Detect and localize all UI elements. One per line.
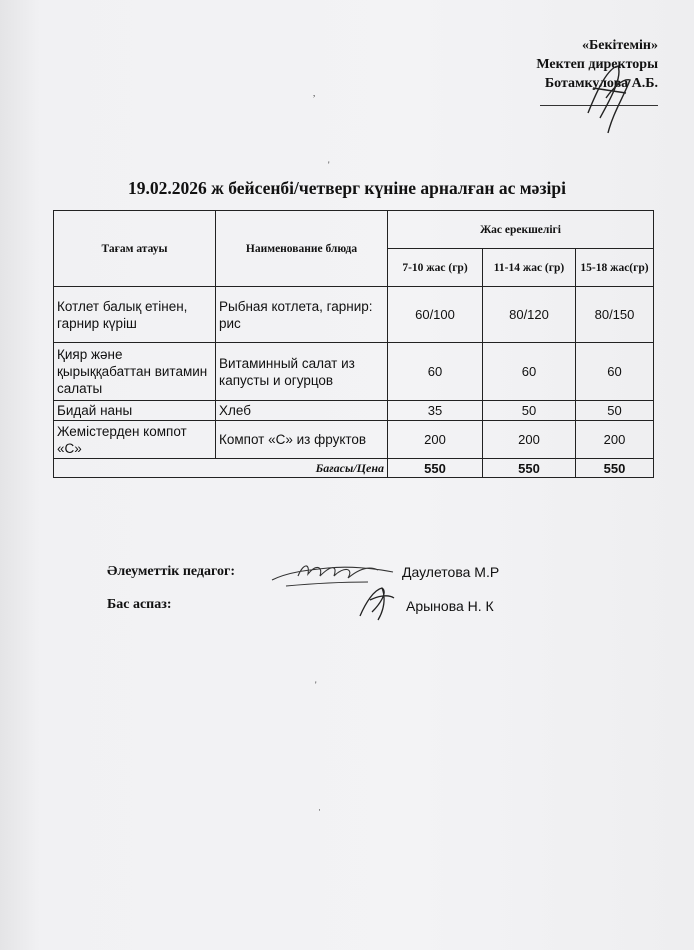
portion-value: 200 — [576, 421, 654, 459]
portion-value: 80/150 — [576, 287, 654, 343]
scan-mark: ' — [328, 160, 330, 170]
age-group-header: 15-18 жас(гр) — [576, 249, 654, 287]
scan-mark: ' — [315, 680, 317, 690]
total-value: 550 — [388, 459, 483, 478]
dish-name-kz: Котлет балық етінен, гарнир күріш — [54, 287, 216, 343]
table-row — [54, 421, 654, 459]
portion-value: 60 — [483, 343, 576, 401]
director-signature — [578, 58, 638, 138]
dish-name-ru: Витаминный салат из капусты и огурцов — [216, 343, 388, 401]
pedagog-label: Әлеуметтік педагог: — [107, 564, 236, 579]
table-row — [54, 287, 654, 343]
col-header-age: Жас ерекшелігі — [388, 211, 654, 249]
portion-value: 200 — [388, 421, 483, 459]
approval-label: «Бекітемін» — [581, 38, 658, 53]
dish-name-kz: Қияр және қырыққабаттан витамин салаты — [54, 343, 216, 401]
dish-name-ru: Компот «С» из фруктов — [216, 421, 388, 459]
scan-mark: · — [318, 805, 321, 815]
approval-name: Ботамкулова А.Б. — [544, 76, 658, 91]
scan-mark: , — [313, 88, 316, 98]
table-row — [54, 343, 654, 401]
approval-position: Мектеп директоры — [536, 57, 658, 72]
total-row — [54, 459, 654, 478]
portion-value: 35 — [388, 401, 483, 421]
dish-name-kz: Бидай наны — [54, 401, 216, 421]
age-group-header: 11-14 жас (гр) — [483, 249, 576, 287]
portion-value: 80/120 — [483, 287, 576, 343]
dish-name-ru: Рыбная котлета, гарнир: рис — [216, 287, 388, 343]
cook-signature — [352, 582, 402, 622]
table-row — [54, 401, 654, 421]
cook-label: Бас аспаз: — [107, 597, 172, 612]
total-label: Бағасы/Цена — [54, 459, 388, 478]
dish-name-kz: Жемістерден компот «С» — [54, 421, 216, 459]
portion-value: 200 — [483, 421, 576, 459]
col-header-kz: Тағам атауы — [54, 211, 216, 287]
dish-name-ru: Хлеб — [216, 401, 388, 421]
pedagog-name: Даулетова М.Р — [402, 564, 500, 580]
menu-table — [53, 210, 654, 478]
age-group-header: 7-10 жас (гр) — [388, 249, 483, 287]
portion-value: 60 — [576, 343, 654, 401]
portion-value: 60 — [388, 343, 483, 401]
portion-value: 50 — [576, 401, 654, 421]
total-value: 550 — [576, 459, 654, 478]
col-header-ru: Наименование блюда — [216, 211, 388, 287]
portion-value: 50 — [483, 401, 576, 421]
portion-value: 60/100 — [388, 287, 483, 343]
page-title: 19.02.2026 ж бейсенбі/четверг күніне арналған ас мәзірі — [128, 178, 566, 198]
cook-name: Арынова Н. К — [406, 598, 494, 614]
total-value: 550 — [483, 459, 576, 478]
